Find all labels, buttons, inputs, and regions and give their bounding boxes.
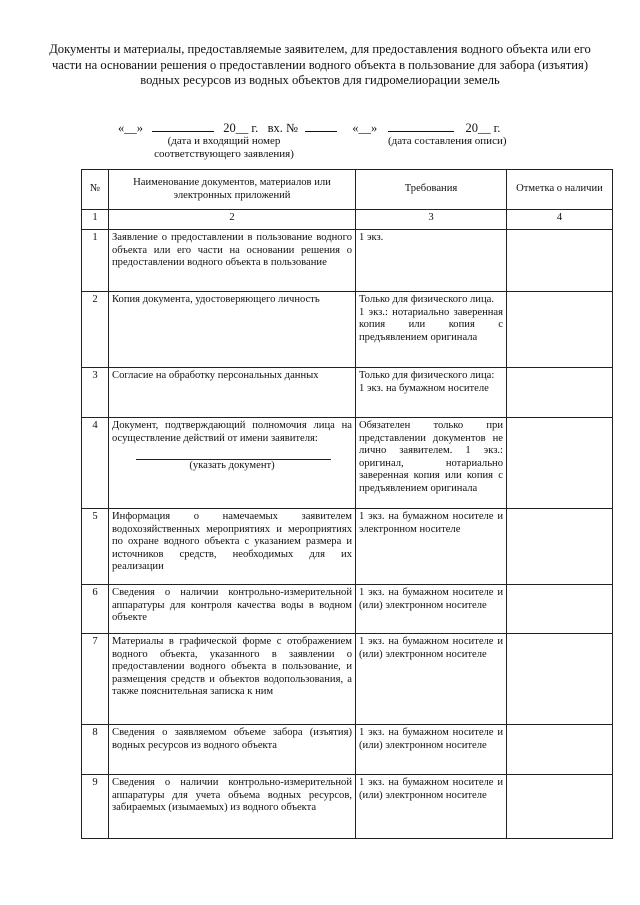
date-month-blank bbox=[152, 121, 214, 132]
row-name: Сведения о заявляемом объеме забора (изъятия) водных ресурсов из водного объекта bbox=[109, 725, 356, 775]
date2-month-blank bbox=[388, 121, 454, 132]
application-date-line bbox=[118, 121, 500, 135]
date2-year: 20__ г. bbox=[465, 121, 501, 135]
header-mark: Отметка о наличии bbox=[507, 170, 613, 210]
document-title: Документы и материалы, предоставляемые заявителем, для предоставления водного объекта или его части на основании решения о предоставлении водного объекта в пользование для забора (изъятия) водных ресурсов из водных объектов для гидромелиорации земель bbox=[49, 42, 591, 87]
row-name: Копия документа, удостоверяющего личность bbox=[109, 292, 356, 368]
date2-open-quote: «__» bbox=[352, 121, 378, 135]
row-name-hint: (указать документ) bbox=[189, 460, 275, 471]
documents-table bbox=[81, 169, 613, 839]
row-requirements: 1 экз. на бумажном носителе и (или) электронном носителе bbox=[356, 775, 507, 839]
table-header-row bbox=[82, 170, 613, 210]
row-number: 9 bbox=[82, 775, 109, 839]
row-mark[interactable] bbox=[507, 725, 613, 775]
row-name: Согласие на обработку персональных данных bbox=[109, 368, 356, 418]
row-name: Сведения о наличии контрольно-измерительной аппаратуры для контроля качества воды в водном объекте bbox=[109, 585, 356, 634]
header-num: № bbox=[82, 170, 109, 210]
column-number: 4 bbox=[507, 210, 613, 230]
row-mark[interactable] bbox=[507, 585, 613, 634]
row-mark[interactable] bbox=[507, 509, 613, 585]
row-number: 1 bbox=[82, 230, 109, 292]
table-row bbox=[82, 634, 613, 725]
date-open-quote: «__» bbox=[118, 121, 143, 135]
row-mark[interactable] bbox=[507, 418, 613, 509]
column-number: 2 bbox=[109, 210, 356, 230]
column-number: 3 bbox=[356, 210, 507, 230]
row-number: 8 bbox=[82, 725, 109, 775]
table-row bbox=[82, 368, 613, 418]
row-number: 7 bbox=[82, 634, 109, 725]
row-requirements: 1 экз. на бумажном носителе и электронном носителе bbox=[356, 509, 507, 585]
row-mark[interactable] bbox=[507, 230, 613, 292]
row-requirements: 1 экз. на бумажном носителе и (или) электронном носителе bbox=[356, 585, 507, 634]
hint-left: (дата и входящий номер соответствующего заявления) bbox=[154, 135, 294, 160]
row-number: 6 bbox=[82, 585, 109, 634]
row-requirements: Только для физического лица: 1 экз. на бумажном носителе bbox=[356, 368, 507, 418]
row-number: 2 bbox=[82, 292, 109, 368]
row-number: 5 bbox=[82, 509, 109, 585]
table-row bbox=[82, 230, 613, 292]
row-name: Заявление о предоставлении в пользование водного объекта или его части на основании решения о предоставлении водного объекта в пользование bbox=[109, 230, 356, 292]
row-requirements: 1 экз. на бумажном носителе и (или) электронном носителе bbox=[356, 634, 507, 725]
incoming-number-label: вх. № bbox=[267, 121, 298, 135]
row-name: Сведения о наличии контрольно-измерительной аппаратуры для учета объема водных ресурсов, забираемых (изымаемых) из водного объекта bbox=[109, 775, 356, 839]
date-year: 20__ г. bbox=[223, 121, 259, 135]
row-mark[interactable] bbox=[507, 292, 613, 368]
table-row bbox=[82, 418, 613, 509]
row-name: Информация о намечаемых заявителем водохозяйственных мероприятиях и мероприятиях по охране водного объекта с указанием размера и источников средств, необходимых для их реализации bbox=[109, 509, 356, 585]
row-mark[interactable] bbox=[507, 368, 613, 418]
row-mark[interactable] bbox=[507, 775, 613, 839]
row-number: 4 bbox=[82, 418, 109, 509]
header-name: Наименование документов, материалов или электронных приложений bbox=[109, 170, 356, 210]
row-requirements: 1 экз. на бумажном носителе и (или) электронном носителе bbox=[356, 725, 507, 775]
column-numbers-row bbox=[82, 210, 613, 230]
table-row bbox=[82, 292, 613, 368]
row-name: Материалы в графической форме с отображением водного объекта, указанного в заявлении о предоставлении водного объекта в пользование, и размещения средств и объектов водопользования, а также пояснительная записка к ним bbox=[109, 634, 356, 725]
table-row bbox=[82, 509, 613, 585]
table-row bbox=[82, 585, 613, 634]
table-row bbox=[82, 775, 613, 839]
row-number: 3 bbox=[82, 368, 109, 418]
row-name-cell bbox=[109, 418, 356, 509]
row-mark[interactable] bbox=[507, 634, 613, 725]
row-requirements: Обязателен только при представлении документов не лично заявителем. 1 экз.: оригинал, нотариально заверенная копия или копия с предъявлением оригинала bbox=[356, 418, 507, 509]
row-name: Документ, подтверждающий полномочия лица на осуществление действий от имени заявителя: bbox=[112, 420, 352, 444]
row-requirements: 1 экз. bbox=[356, 230, 507, 292]
incoming-number-blank bbox=[305, 121, 337, 132]
table-row bbox=[82, 725, 613, 775]
row-requirements: Только для физического лица. 1 экз.: нотариально заверенная копия или копия с предъявлением оригинала bbox=[356, 292, 507, 368]
column-number: 1 bbox=[82, 210, 109, 230]
header-requirements: Требования bbox=[356, 170, 507, 210]
hint-right: (дата составления описи) bbox=[388, 135, 507, 147]
